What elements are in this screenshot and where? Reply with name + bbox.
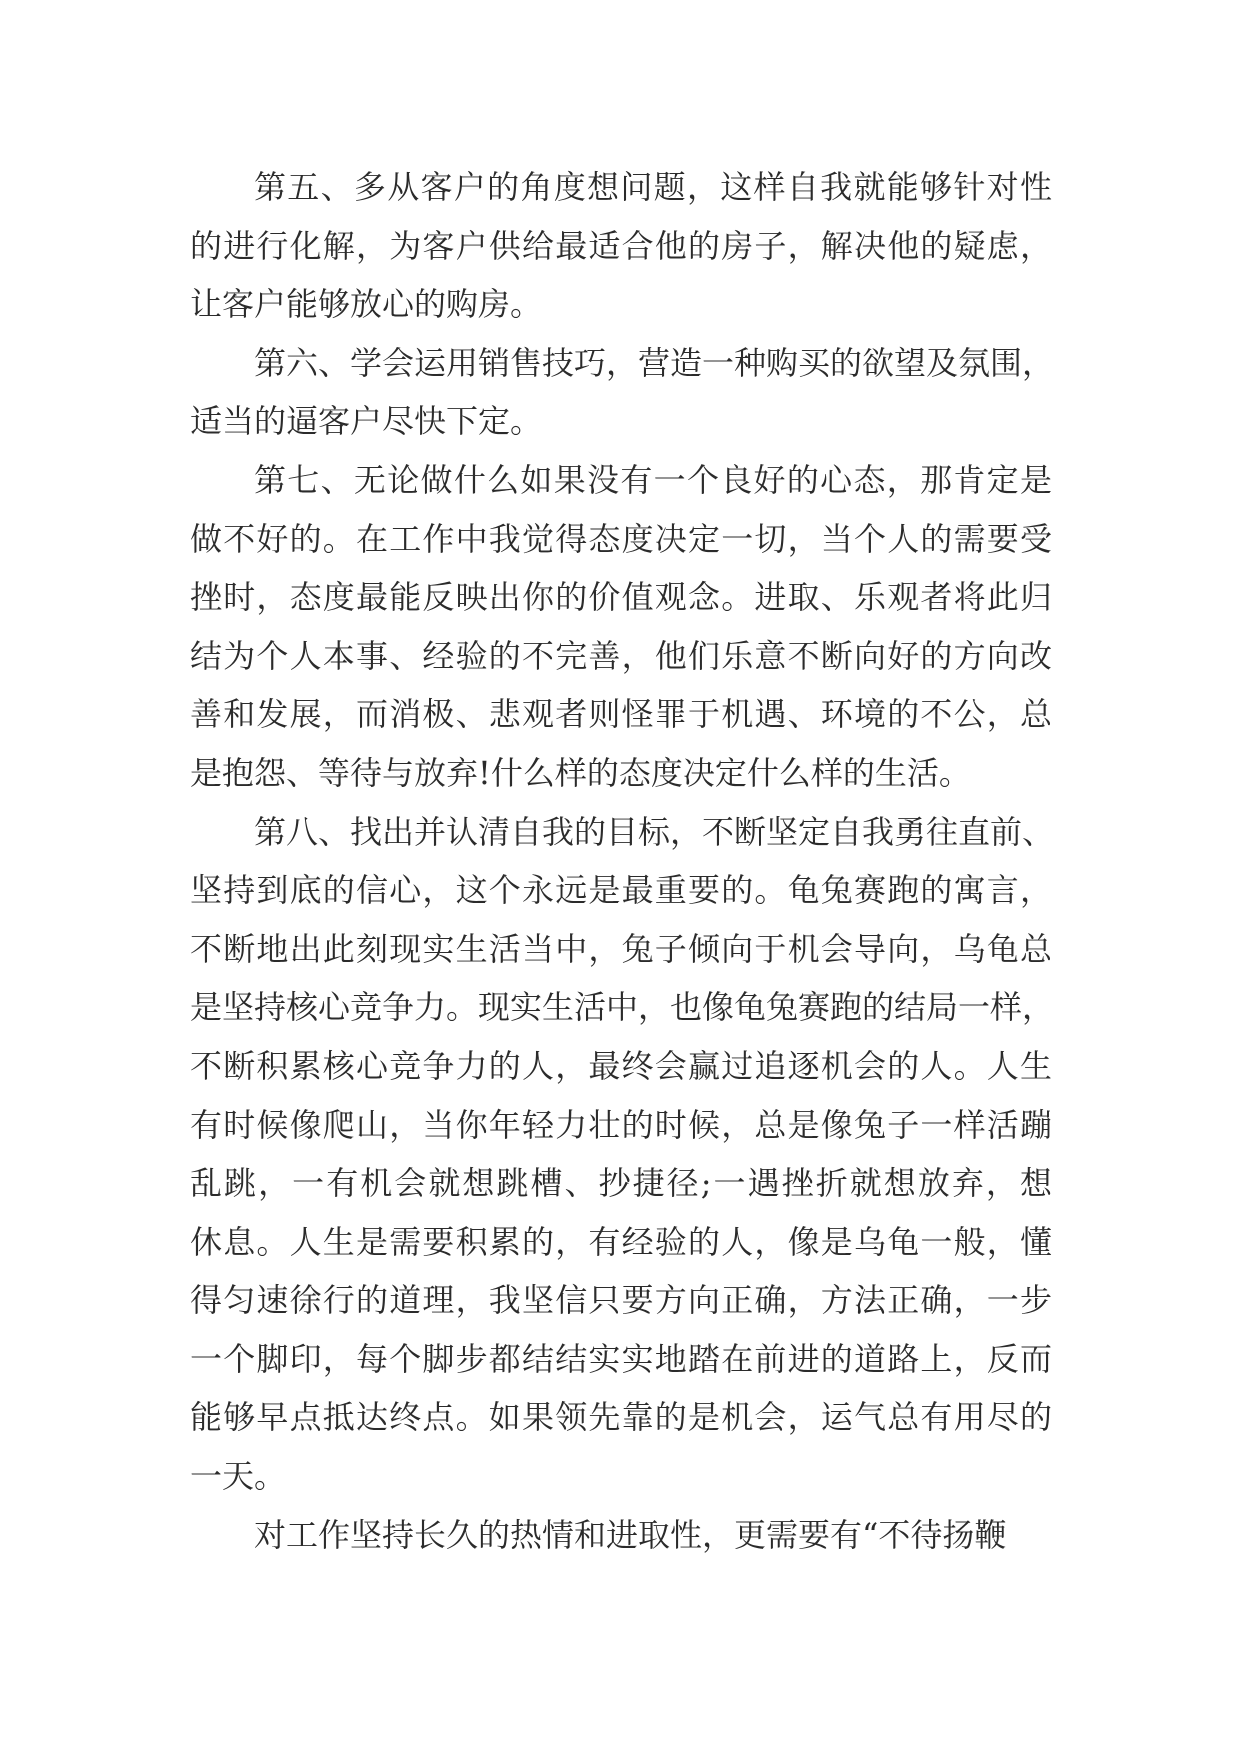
text-line: 适当的逼客户尽快下定。 xyxy=(190,402,543,441)
text-line: 坚持到底的信心，这个永远是最重要的。龟兔赛跑的寓言， xyxy=(190,871,1052,910)
text-line: 不断积累核心竞争力的人，最终会赢过追逐机会的人。人生 xyxy=(190,1046,1052,1085)
text-line: 对工作坚持长久的热情和进取性，更需要有“不待扬鞭 xyxy=(254,1515,1007,1554)
text-line: 乱跳，一有机会就想跳槽、抄捷径;一遇挫折就想放弃，想 xyxy=(190,1164,1052,1203)
text-line: 做不好的。在工作中我觉得态度决定一切，当个人的需要受 xyxy=(190,519,1052,558)
text-line: 结为个人本事、经验的不完善，他们乐意不断向好的方向改 xyxy=(190,636,1052,675)
body-text xyxy=(190,158,1055,1564)
text-line: 一天。 xyxy=(190,1457,287,1496)
text-line: 的进行化解，为客户供给最适合他的房子，解决他的疑虑， xyxy=(190,226,1052,265)
text-line: 善和发展，而消极、悲观者则怪罪于机遇、环境的不公，总 xyxy=(190,695,1052,734)
text-line: 不断地出此刻现实生活当中，兔子倾向于机会导向，乌龟总 xyxy=(190,929,1052,968)
text-line: 第八、找出并认清自我的目标，不断坚定自我勇往直前、 xyxy=(254,812,1055,851)
text-line: 休息。人生是需要积累的，有经验的人，像是乌龟一般，懂 xyxy=(190,1222,1052,1261)
text-line: 挫时，态度最能反映出你的价值观念。进取、乐观者将此归 xyxy=(190,578,1052,617)
text-line: 得匀速徐行的道理，我坚信只要方向正确，方法正确，一步 xyxy=(190,1281,1052,1320)
text-line: 第五、多从客户的角度想问题，这样自我就能够针对性 xyxy=(254,168,1052,206)
text-line: 能够早点抵达终点。如果领先靠的是机会，运气总有用尽的 xyxy=(190,1398,1052,1437)
text-line: 有时候像爬山，当你年轻力壮的时候，总是像兔子一样活蹦 xyxy=(190,1105,1052,1144)
text-line: 是抱怨、等待与放弃!什么样的态度决定什么样的生活。 xyxy=(190,753,971,792)
text-line: 是坚持核心竞争力。现实生活中，也像龟兔赛跑的结局一样， xyxy=(190,988,1055,1027)
text-line: 让客户能够放心的购房。 xyxy=(190,285,543,324)
text-line: 第六、学会运用销售技巧，营造一种购买的欲望及氛围， xyxy=(254,343,1055,382)
text-line: 一个脚印，每个脚步都结结实实地踏在前进的道路上，反而 xyxy=(190,1339,1052,1378)
text-line: 第七、无论做什么如果没有一个良好的心态，那肯定是 xyxy=(254,460,1052,499)
